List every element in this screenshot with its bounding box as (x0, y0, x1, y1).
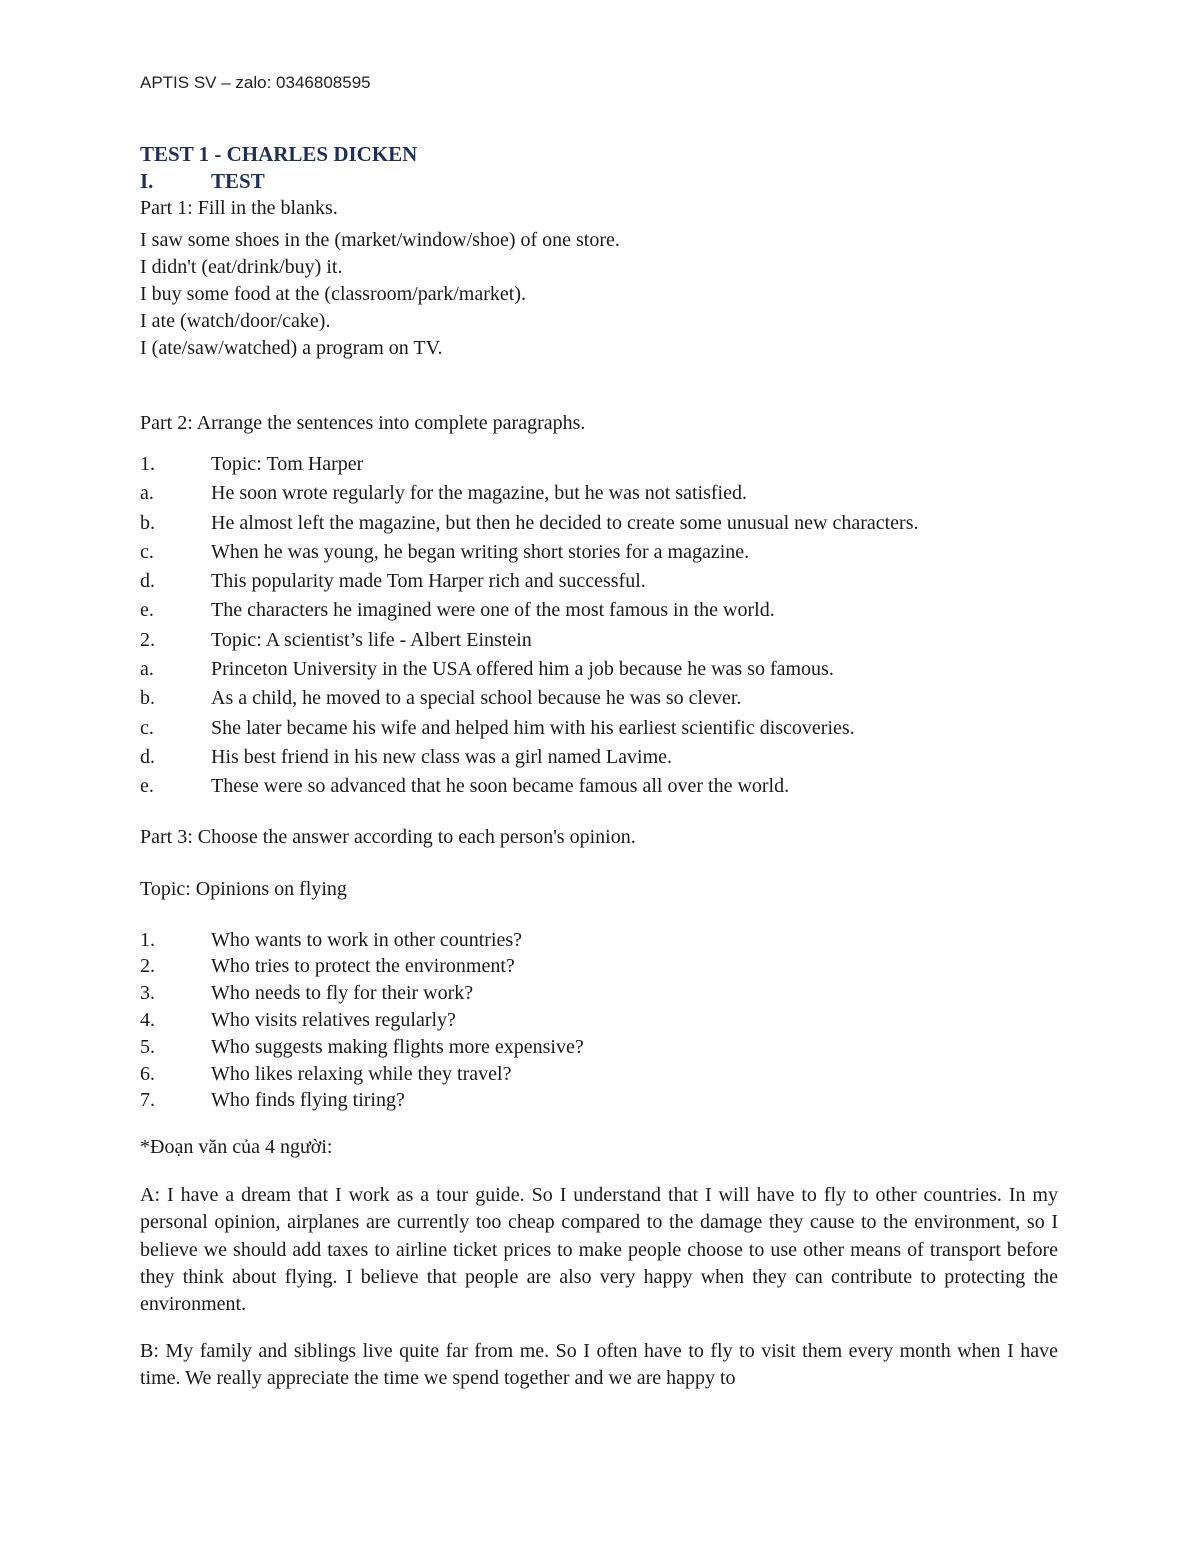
list-marker: c. (140, 716, 154, 739)
part2-list (140, 450, 1058, 802)
part3-topic: Topic: Opinions on flying (140, 877, 347, 900)
section-number: I. (140, 169, 154, 193)
question-item (140, 980, 1058, 1007)
list-text: This popularity made Tom Harper rich and successful. (211, 570, 646, 593)
list-text: Topic: A scientist’s life - Albert Einstein (211, 628, 532, 651)
document-body (140, 140, 1058, 1392)
list-item (140, 596, 1058, 625)
list-item (140, 450, 1058, 479)
list-item (140, 655, 1058, 684)
passages-heading: *Đoạn văn của 4 người: (140, 1136, 333, 1159)
question-text: Who needs to fly for their work? (211, 982, 474, 1005)
passage-a: A: I have a dream that I work as a tour guide. So I understand that I will have to fly to other countries. In my personal opinion, airplanes are currently too cheap compared to the damage they cause to the environment, so I believe we should add taxes to airline ticket prices to make people choose to use other means of transport before they think about flying. I believe that people are also very happy when they can contribute to protecting the environment. (140, 1184, 1058, 1316)
part1-line: I saw some shoes in the (market/window/shoe) of one store. (140, 229, 620, 251)
list-text: Topic: Tom Harper (211, 453, 364, 475)
list-marker: c. (140, 540, 154, 563)
question-item (140, 1087, 1058, 1114)
list-item (140, 714, 1058, 743)
question-item (140, 927, 1058, 954)
list-text: He soon wrote regularly for the magazine, but he was not satisfied. (211, 482, 747, 505)
list-marker: b. (140, 511, 155, 534)
list-text: As a child, he moved to a special school because he was so clever. (211, 687, 742, 710)
question-text: Who wants to work in other countries? (211, 928, 523, 951)
part2-heading: Part 2: Arrange the sentences into complete paragraphs. (140, 412, 586, 434)
list-marker: e. (140, 775, 154, 798)
question-text: Who likes relaxing while they travel? (211, 1062, 512, 1085)
question-number: 7. (140, 1089, 155, 1112)
list-marker: d. (140, 570, 155, 593)
list-text: The characters he imagined were one of the most famous in the world. (211, 599, 775, 622)
list-marker: 1. (140, 453, 155, 475)
list-item (140, 772, 1058, 801)
question-number: 4. (140, 1008, 155, 1031)
part3-questions (140, 927, 1058, 1115)
list-item (140, 567, 1058, 596)
list-text: When he was young, he began writing short stories for a magazine. (211, 540, 750, 563)
question-number: 5. (140, 1035, 155, 1058)
part1-line: I didn't (eat/drink/buy) it. (140, 256, 343, 278)
question-text: Who finds flying tiring? (211, 1089, 405, 1112)
list-text: These were so advanced that he soon became famous all over the world. (211, 775, 790, 798)
list-item (140, 538, 1058, 567)
list-text: Princeton University in the USA offered him a job because he was so famous. (211, 658, 834, 681)
part1-heading: Part 1: Fill in the blanks. (140, 197, 338, 219)
question-item (140, 953, 1058, 980)
list-item (140, 479, 1058, 508)
list-item (140, 743, 1058, 772)
question-number: 3. (140, 982, 155, 1005)
list-text: His best friend in his new class was a girl named Lavime. (211, 745, 672, 768)
question-item (140, 1061, 1058, 1088)
list-item (140, 509, 1058, 538)
list-marker: d. (140, 745, 155, 768)
list-marker: a. (140, 658, 154, 681)
passage-b: B: My family and siblings live quite far from me. So I often have to fly to visit them every month when I have time. We really appreciate the time we spend together and we are happy to (140, 1339, 1058, 1389)
question-number: 1. (140, 928, 155, 951)
question-number: 6. (140, 1062, 155, 1085)
section-heading (140, 168, 1058, 195)
part1-line: I (ate/saw/watched) a program on TV. (140, 337, 443, 359)
list-marker: 2. (140, 628, 155, 651)
question-number: 2. (140, 955, 155, 978)
document-title: TEST 1 - CHARLES DICKEN (140, 142, 418, 166)
list-item (140, 626, 1058, 655)
part1-line: I ate (watch/door/cake). (140, 310, 331, 332)
question-text: Who tries to protect the environment? (211, 955, 515, 978)
section-label: TEST (211, 169, 265, 193)
list-item (140, 684, 1058, 713)
list-marker: a. (140, 482, 154, 505)
list-marker: e. (140, 599, 154, 622)
page-header: APTIS SV – zalo: 0346808595 (140, 73, 371, 92)
question-item (140, 1034, 1058, 1061)
question-item (140, 1007, 1058, 1034)
part3-heading: Part 3: Choose the answer according to each person's opinion. (140, 825, 636, 848)
list-text: He almost left the magazine, but then he decided to create some unusual new characters. (211, 511, 919, 534)
part1-line: I buy some food at the (classroom/park/market). (140, 283, 526, 305)
list-text: She later became his wife and helped him with his earliest scientific discoveries. (211, 716, 855, 739)
question-text: Who visits relatives regularly? (211, 1008, 456, 1031)
question-text: Who suggests making flights more expensive? (211, 1035, 584, 1058)
list-marker: b. (140, 687, 155, 710)
